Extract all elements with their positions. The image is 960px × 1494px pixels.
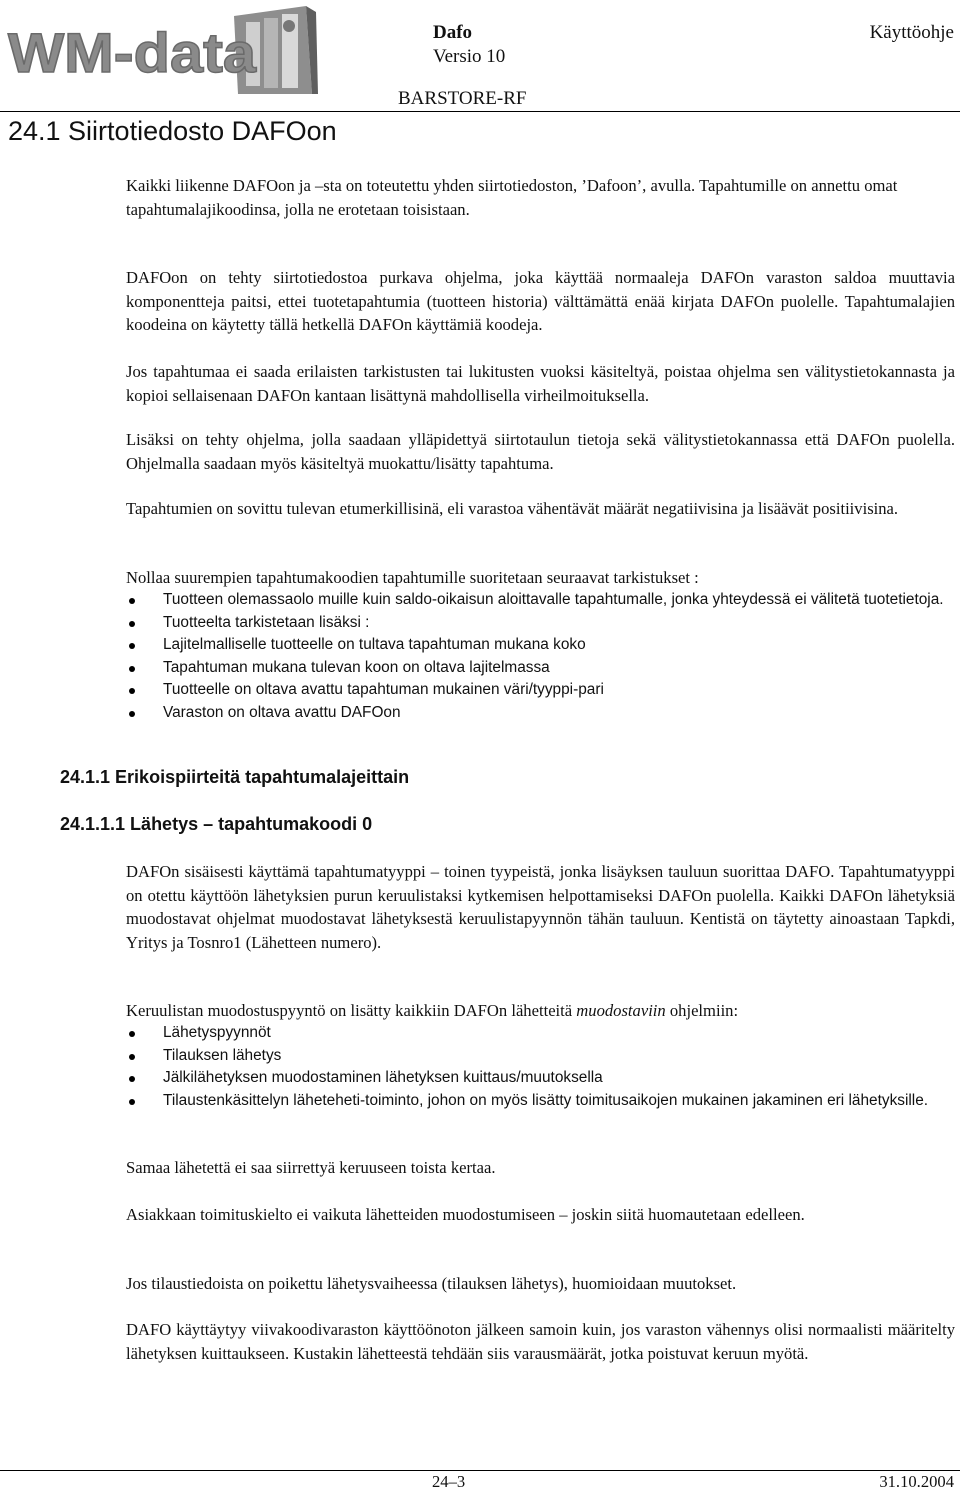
footer-date: 31.10.2004 — [879, 1472, 954, 1491]
header-title: Dafo — [433, 22, 473, 43]
list-item: Jälkilähetyksen muodostaminen lähetyksen kuittaus/muutoksella — [126, 1067, 955, 1090]
logo-text: WM-data — [8, 21, 257, 84]
list-item: Tapahtuman mukana tulevan koon on oltava lajitelmassa — [126, 657, 955, 680]
paragraph-maintenance: Lisäksi on tehty ohjelma, jolla saadaan ylläpidettyä siirtotaulun tietoja sekä välitystietokannassa että DAFOn puolella. Ohjelmalla saadaan myös käsiteltyä muokattu/lisätty tapahtuma. — [126, 430, 955, 473]
list-item: Varaston on oltava avattu DAFOon — [126, 702, 955, 725]
header-subtitle: BARSTORE-RF — [398, 88, 527, 109]
header-doc-type: Käyttöohje — [869, 22, 954, 43]
list-item: Lajitelmalliselle tuotteelle on tultava tapahtuman mukana koko — [126, 634, 955, 657]
paragraph-program: DAFOon on tehty siirtotiedostoa purkava ohjelma, joka käyttää normaaleja DAFOn varaston saldoa muuttavia komponentteja paitsi, ettei tuotetapahtumia (tuotteen historia) välttämättä enää kirjata DAFOn puolelle. Tapahtumalajien koodeina on käytetty tällä hetkellä DAFOn käyttämiä koodeja. — [126, 268, 955, 334]
list-item: Tilauksen lähetys — [126, 1045, 955, 1068]
list-item: Tuotteelta tarkistetaan lisäksi : — [126, 612, 955, 635]
paragraph-same-dispatch: Samaa lähetettä ei saa siirrettyä keruuseen toista kertaa. — [126, 1158, 496, 1177]
paragraph-errors: Jos tapahtumaa ei saada erilaisten tarkistusten tai lukitusten vuoksi käsiteltyä, poistaa ohjelma sen välitystietokannasta ja kopioi sellaisenaan DAFOn kantaan lisättynä mahdollisella virheilmoituksella. — [126, 362, 955, 405]
subsection-title: 24.1.1 Erikoispiirteitä tapahtumalajeittain — [60, 767, 410, 787]
paragraph-barcode-storage: DAFO käyttäytyy viivakoodivaraston käyttöönoton jälkeen samoin kuin, jos varaston vähennys olisi normaalisti määritelty lähetyksen kuittaukseen. Kustakin lähetteestä tehdään siis varausmäärät, jotka poistuvat keruun myötä. — [126, 1320, 955, 1363]
paragraph-order-changes: Jos tilaustiedoista on poikettu lähetysvaiheessa (tilauksen lähetys), huomioidaan muutokset. — [126, 1274, 737, 1293]
paragraph-checks-intro: Nollaa suurempien tapahtumakoodien tapahtumille suoritetaan seuraavat tarkistukset : — [126, 568, 699, 587]
paragraph-dispatch-type: DAFOn sisäisesti käyttämä tapahtumatyyppi – toinen tyypeistä, jonka lisäyksen tauluun suorittaa DAFO. Tapahtumatyyppi on otettu käyttöön lähetyksien purun keruulistaksi kytkemisen helpottamiseksi DAFOn puolella. Kaikki DAFOn lähetyksiä muodostavat ohjelmat muodostavat lähetyksestä keruulistapyynnön tähän tauluun. Kentistä on täytetty ainoastaan Tapkdi, Yritys ja Tosnro1 (Lähetteen numero). — [126, 862, 955, 952]
page-number: 24–3 — [432, 1472, 466, 1491]
paragraph-intro: Kaikki liikenne DAFOon ja –sta on toteutettu yhden siirtotiedoston, ’Dafoon’, avulla. Tapahtumille on annettu omat tapahtumalajikoodinsa, jolla ne erotetaan toisistaan. — [126, 176, 898, 219]
programs-list — [126, 1022, 955, 1112]
list-item: Tuotteen olemassaolo muille kuin saldo-oikaisun aloittavalle tapahtumalle, jonka yhteydessä ei välitetä tuotetietoja. — [126, 589, 955, 612]
paragraph-picklist-request: Keruulistan muodostuspyyntö on lisätty kaikkiin DAFOn lähetteitä muodostaviin ohjelmiin: — [126, 1001, 739, 1020]
checks-list — [126, 589, 955, 725]
list-item: Lähetyspyynnöt — [126, 1022, 955, 1045]
wm-data-logo — [6, 2, 320, 98]
paragraph-signs: Tapahtumien on sovittu tulevan etumerkillisinä, eli varastoa vähentävät määrät negatiivisina ja lisäävät positiivisina. — [126, 499, 899, 518]
header-divider — [0, 111, 960, 112]
paragraph-delivery-ban: Asiakkaan toimituskielto ei vaikuta lähetteiden muodostumiseen – joskin siitä huomautetaan edelleen. — [126, 1205, 805, 1224]
list-item: Tuotteelle on oltava avattu tapahtuman mukainen väri/tyyppi-pari — [126, 679, 955, 702]
header-version: Versio 10 — [433, 46, 506, 67]
list-item: Tilaustenkäsittelyn läheteheti-toiminto, johon on myös lisätty toimitusaikojen mukainen jakaminen eri lähetyksille. — [126, 1090, 955, 1113]
footer-divider — [0, 1470, 960, 1471]
subsubsection-title: 24.1.1.1 Lähetys – tapahtumakoodi 0 — [60, 814, 373, 834]
section-title: 24.1 Siirtotiedosto DAFOon — [8, 116, 337, 146]
